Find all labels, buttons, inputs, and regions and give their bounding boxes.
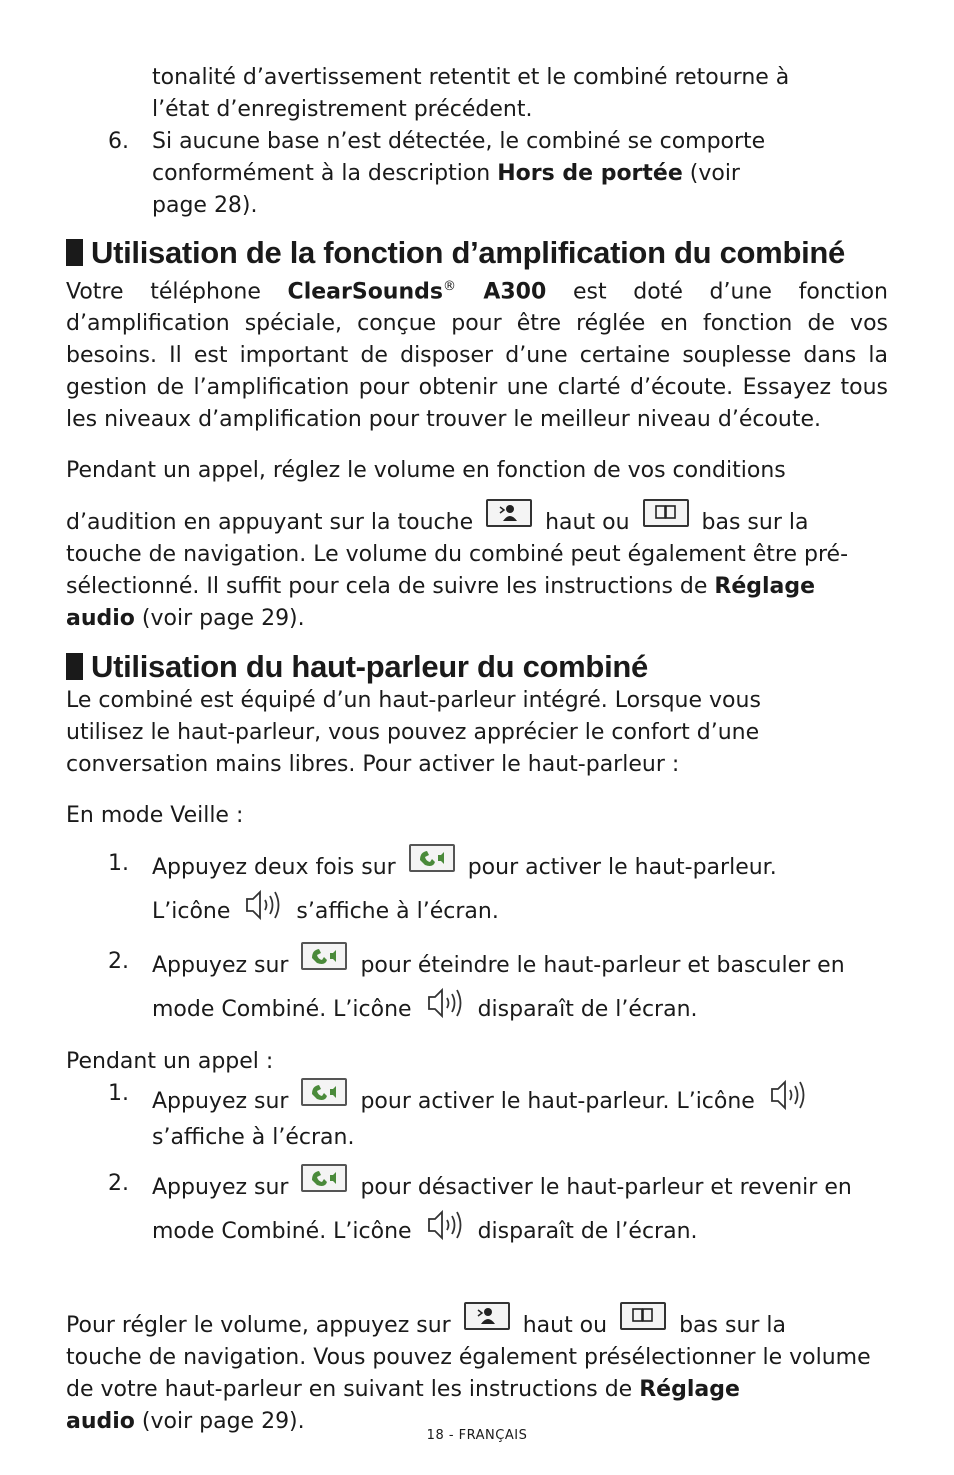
speaker-display-icon [768,1078,808,1122]
item-text: Appuyez deux fois sur [152,855,403,881]
list-number: 6. [108,129,129,154]
para-text-rest: est doté d’une fonction d’amplification spéciale, conçue pour être réglée en fonction de vos besoins. Il est important de disposer d’une certaine souplesse dans la gestion de l’amplification pour obtenir une clarté d’écoute. Essayez tous les niveaux d’amplification pour trouver le meilleur niveau d’écoute. [66,279,889,433]
item-text: L’icône [152,899,238,925]
section-heading-amplification [66,235,888,271]
volume-paragraph-1 [66,455,888,635]
standby-item-2 [66,942,888,1034]
speaker-display-icon [425,986,465,1034]
item-text: Appuyez sur [152,1089,296,1115]
item6-text-tail: (voir [682,161,740,186]
call-item-1-line-1 [152,1078,888,1122]
continuation-line-2: l’état d’enregistrement précédent. [152,97,533,122]
heading-text: Utilisation de la fonction d’amplification du combiné [91,235,845,270]
call-item-2-line-1 [152,1164,888,1208]
amplification-paragraph [66,271,888,436]
para-text: bas sur la [694,510,809,536]
audio-setting-ref-2: audio [66,1409,135,1435]
heading-bar-icon [66,653,83,680]
item6-line-2 [152,158,888,190]
standby-item-2-line-2 [152,986,888,1034]
item-text: mode Combiné. L’icône [152,1219,419,1245]
heading-text: Utilisation du haut-parleur du combiné [91,649,648,685]
para-text: d’audition en appuyant sur la touche [66,510,481,536]
contacts-up-icon [464,1302,510,1330]
page-footer: 18 - FRANÇAIS [426,1428,528,1443]
item-text: pour activer le haut-parleur. L’icône [353,1089,762,1115]
para-text: (voir page 29). [134,606,305,632]
section-heading-speakerphone [66,649,888,685]
speaker-intro-paragraph: Le combiné est équipé d’un haut-parleur intégré. Lorsque vous utilisez le haut-parleur, vous pouvez apprécier le confort d’une conversation mains libres. Pour activer le haut-parleur : [66,688,761,778]
item-text: disparaît de l’écran. [470,1219,698,1245]
standby-item-2-line-1 [152,942,888,986]
heading-bar-icon [66,239,83,266]
para-text: touche de navigation. Le volume du combiné peut également être pré-sélectionné. Il suffit pour cela de suivre les instructions de [66,542,849,600]
item-text: pour désactiver le haut-parleur et revenir en [353,1175,852,1201]
para-text: Pour régler le volume, appuyez sur [66,1313,458,1339]
item6-line-3: page 28). [152,193,258,218]
speakerphone-button-icon [409,844,455,872]
call-item-1 [66,1078,888,1154]
item6-line-1: Si aucune base n’est détectée, le combiné se comporte [152,129,766,154]
para-text: bas sur la [672,1313,787,1339]
speakerphone-button-icon [301,1164,347,1192]
para-text: (voir page 29). [134,1409,305,1435]
item-text: s’affiche à l’écran. [289,899,499,925]
para-text: Votre téléphone [66,279,288,305]
audio-setting-ref: Réglage [639,1377,740,1403]
para-text: touche de navigation. Vous pouvez également présélectionner le volume de votre haut-parleur en suivant les instructions de [66,1345,871,1403]
registered-mark: ® [442,279,456,294]
standby-item-1 [66,844,888,936]
speaker-volume-paragraph [66,1302,888,1438]
item6-text: conformément à la description [152,161,498,186]
list-number: 1. [108,851,129,877]
contacts-up-icon [486,499,532,527]
list-number: 2. [108,1171,129,1197]
para-text: haut ou [515,1313,615,1339]
call-label: Pendant un appel : [66,1049,274,1075]
audio-setting-ref: Réglage [714,574,816,600]
call-item-2 [66,1164,888,1256]
call-item-1-line-2: s’affiche à l’écran. [152,1125,355,1151]
item-text: pour éteindre le haut-parleur et basculer en [353,953,845,979]
list-item-6 [66,126,888,222]
phonebook-down-icon [643,499,689,527]
para-line-with-icons [66,499,808,539]
standby-label: En mode Veille : [66,803,244,829]
standby-item-1-line-1 [152,844,888,888]
list-item-continuation [66,62,888,126]
speaker-display-icon [425,1208,465,1256]
item-text: disparaît de l’écran. [470,997,698,1023]
document-page [66,62,888,1438]
continuation-line-1: tonalité d’avertissement retentit et le combiné retourne à [152,65,790,90]
speaker-display-icon [243,888,283,936]
audio-setting-ref-2: audio [66,606,135,632]
list-number: 1. [108,1081,129,1107]
item-text: Appuyez sur [152,953,296,979]
list-number: 2. [108,949,129,975]
para-text: haut ou [538,510,637,536]
item-text: Appuyez sur [152,1175,296,1201]
speakerphone-button-icon [301,1078,347,1106]
speakerphone-button-icon [301,942,347,970]
brand-name: ClearSounds [287,279,443,305]
para-line: Pendant un appel, réglez le volume en fonction de vos conditions [66,458,786,484]
out-of-range-ref: Hors de portée [497,161,683,186]
item-text: pour activer le haut-parleur. [460,855,777,881]
phonebook-down-icon [620,1302,666,1330]
item-text: mode Combiné. L’icône [152,997,419,1023]
call-item-2-line-2 [152,1208,888,1256]
model-name: A300 [455,279,547,305]
standby-item-1-line-2 [152,888,888,936]
